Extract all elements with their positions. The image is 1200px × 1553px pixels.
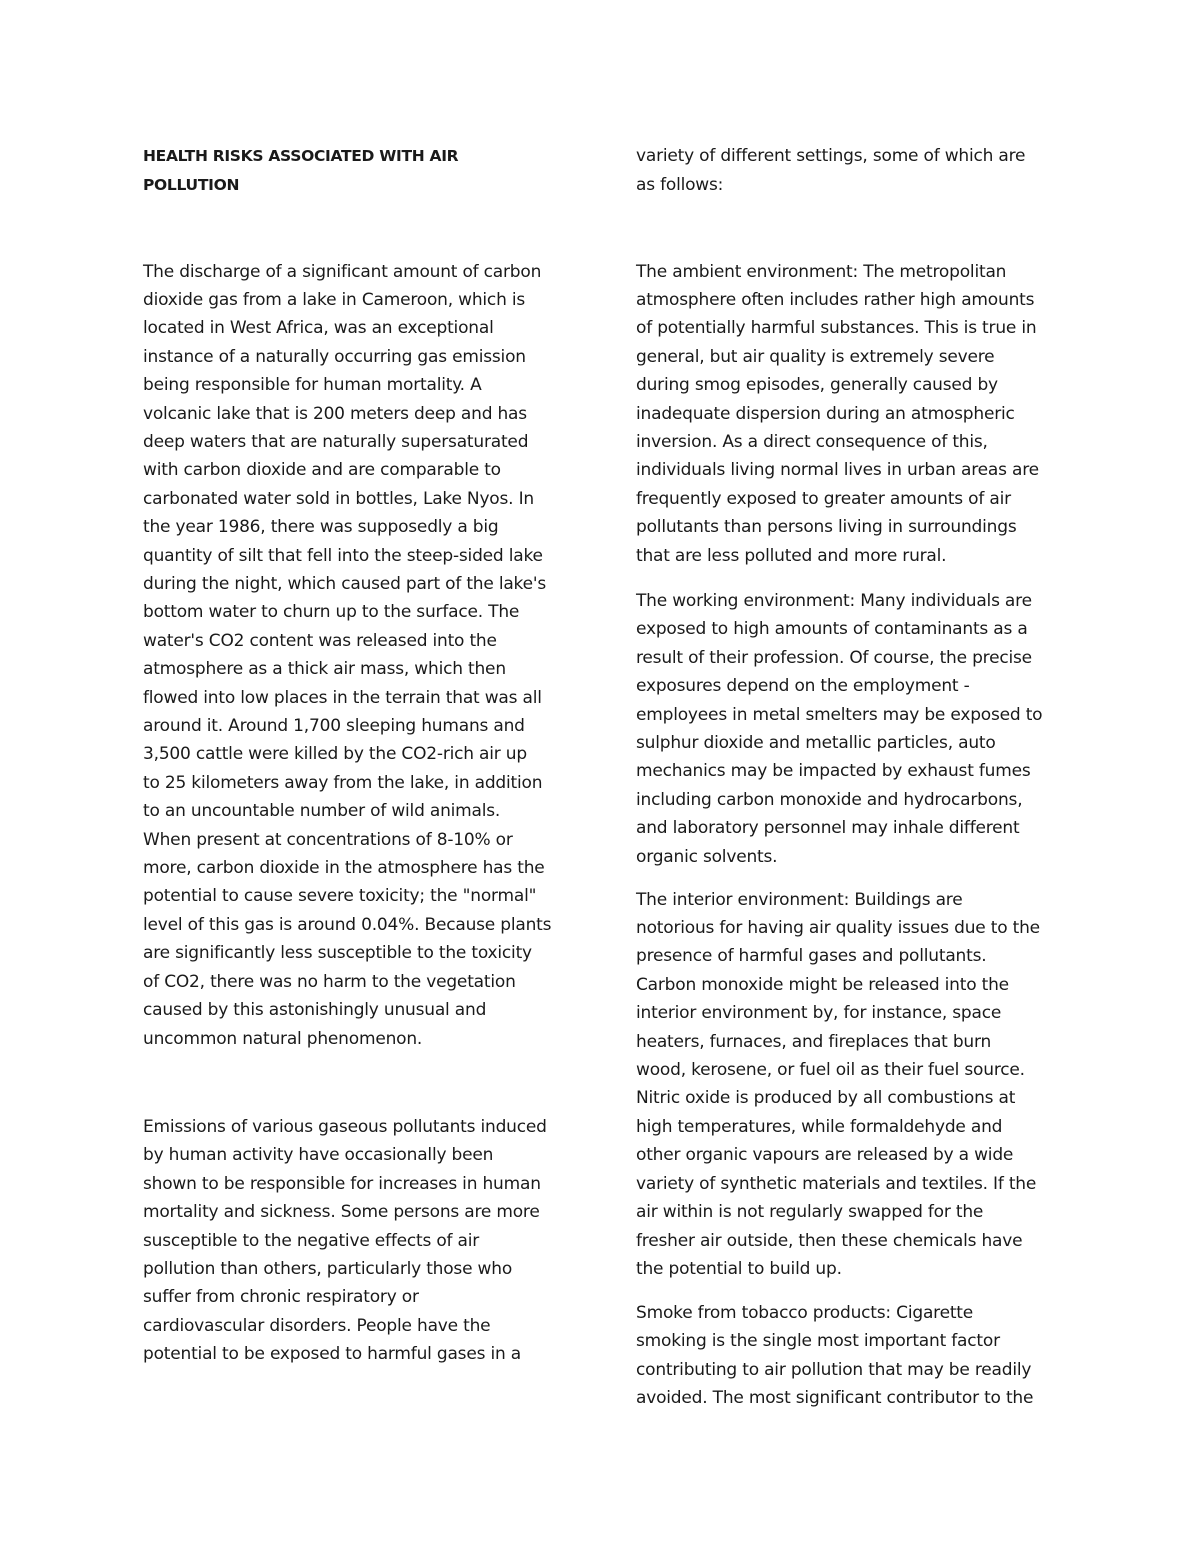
text-line: cardiovascular disorders. People have the bbox=[143, 1316, 491, 1336]
text-line: located in West Africa, was an exceptional bbox=[143, 318, 494, 338]
title-line: POLLUTION bbox=[143, 176, 240, 194]
text-line: carbonated water sold in bottles, Lake Nyos. In bbox=[143, 489, 534, 509]
text-line: mortality and sickness. Some persons are more bbox=[143, 1202, 540, 1222]
text-line: general, but air quality is extremely severe bbox=[636, 347, 995, 367]
text-line: The discharge of a significant amount of carbon bbox=[143, 262, 542, 282]
text-line: as follows: bbox=[636, 175, 724, 195]
text-line: potential to cause severe toxicity; the "normal" bbox=[143, 886, 537, 906]
text-line: result of their profession. Of course, the precise bbox=[636, 648, 1032, 668]
text-line: employees in metal smelters may be exposed to bbox=[636, 705, 1043, 725]
text-line: pollutants than persons living in surroundings bbox=[636, 517, 1017, 537]
text-line: during smog episodes, generally caused by bbox=[636, 375, 998, 395]
text-line: interior environment by, for instance, space bbox=[636, 1003, 1002, 1023]
text-line: with carbon dioxide and are comparable to bbox=[143, 460, 501, 480]
text-line: variety of synthetic materials and textiles. If the bbox=[636, 1174, 1037, 1194]
text-line: Smoke from tobacco products: Cigarette bbox=[636, 1303, 974, 1323]
text-line: bottom water to churn up to the surface. The bbox=[143, 602, 520, 622]
text-line: individuals living normal lives in urban areas are bbox=[636, 460, 1039, 480]
text-line: The ambient environment: The metropolitan bbox=[636, 262, 1007, 282]
text-line: inversion. As a direct consequence of this, bbox=[636, 432, 988, 452]
text-line: Carbon monoxide might be released into the bbox=[636, 975, 1009, 995]
text-line: flowed into low places in the terrain that was all bbox=[143, 688, 542, 708]
text-line: Emissions of various gaseous pollutants induced bbox=[143, 1117, 547, 1137]
text-line: that are less polluted and more rural. bbox=[636, 546, 947, 566]
text-line: contributing to air pollution that may be readily bbox=[636, 1360, 1032, 1380]
text-line: high temperatures, while formaldehyde and bbox=[636, 1117, 1003, 1137]
text-line: When present at concentrations of 8-10% or bbox=[143, 830, 513, 850]
text-line: inadequate dispersion during an atmospheric bbox=[636, 404, 1015, 424]
text-line: dioxide gas from a lake in Cameroon, which is bbox=[143, 290, 526, 310]
text-line: other organic vapours are released by a wide bbox=[636, 1145, 1014, 1165]
text-line: heaters, furnaces, and fireplaces that burn bbox=[636, 1032, 992, 1052]
text-line: sulphur dioxide and metallic particles, auto bbox=[636, 733, 996, 753]
text-line: and laboratory personnel may inhale different bbox=[636, 818, 1020, 838]
text-line: water's CO2 content was released into the bbox=[143, 631, 497, 651]
text-line: The interior environment: Buildings are bbox=[636, 890, 963, 910]
text-line: uncommon natural phenomenon. bbox=[143, 1029, 423, 1049]
text-line: being responsible for human mortality. A bbox=[143, 375, 482, 395]
text-line: exposures depend on the employment - bbox=[636, 676, 970, 696]
text-line: pollution than others, particularly those who bbox=[143, 1259, 513, 1279]
text-line: The working environment: Many individuals are bbox=[636, 591, 1032, 611]
text-line: wood, kerosene, or fuel oil as their fuel source. bbox=[636, 1060, 1025, 1080]
text-line: avoided. The most significant contributor to the bbox=[636, 1388, 1034, 1408]
text-line: more, carbon dioxide in the atmosphere has the bbox=[143, 858, 545, 878]
text-line: exposed to high amounts of contaminants as a bbox=[636, 619, 1028, 639]
text-line: quantity of silt that fell into the steep-sided lake bbox=[143, 546, 543, 566]
text-line: atmosphere often includes rather high amounts bbox=[636, 290, 1035, 310]
text-line: including carbon monoxide and hydrocarbons, bbox=[636, 790, 1023, 810]
text-line: are significantly less susceptible to the toxicity bbox=[143, 943, 532, 963]
text-line: by human activity have occasionally been bbox=[143, 1145, 494, 1165]
text-line: to 25 kilometers away from the lake, in addition bbox=[143, 773, 543, 793]
text-line: during the night, which caused part of the lake's bbox=[143, 574, 546, 594]
text-line: organic solvents. bbox=[636, 847, 778, 867]
text-line: fresher air outside, then these chemicals have bbox=[636, 1231, 1023, 1251]
text-line: mechanics may be impacted by exhaust fumes bbox=[636, 761, 1031, 781]
text-line: suffer from chronic respiratory or bbox=[143, 1287, 419, 1307]
text-line: atmosphere as a thick air mass, which then bbox=[143, 659, 506, 679]
text-line: air within is not regularly swapped for the bbox=[636, 1202, 984, 1222]
title-line: HEALTH RISKS ASSOCIATED WITH AIR bbox=[143, 147, 459, 165]
text-line: variety of different settings, some of which are bbox=[636, 146, 1026, 166]
text-line: smoking is the single most important factor bbox=[636, 1331, 1000, 1351]
text-line: to an uncountable number of wild animals. bbox=[143, 801, 501, 821]
text-line: shown to be responsible for increases in human bbox=[143, 1174, 541, 1194]
text-line: notorious for having air quality issues due to the bbox=[636, 918, 1040, 938]
text-line: caused by this astonishingly unusual and bbox=[143, 1000, 487, 1020]
text-line: frequently exposed to greater amounts of air bbox=[636, 489, 1011, 509]
text-line: level of this gas is around 0.04%. Because plants bbox=[143, 915, 552, 935]
text-line: volcanic lake that is 200 meters deep and has bbox=[143, 404, 527, 424]
text-line: the potential to build up. bbox=[636, 1259, 842, 1279]
text-line: instance of a naturally occurring gas emission bbox=[143, 347, 526, 367]
text-line: around it. Around 1,700 sleeping humans and bbox=[143, 716, 525, 736]
text-line: of CO2, there was no harm to the vegetation bbox=[143, 972, 516, 992]
text-line: Nitric oxide is produced by all combustions at bbox=[636, 1088, 1016, 1108]
text-line: presence of harmful gases and pollutants. bbox=[636, 946, 987, 966]
text-line: susceptible to the negative effects of air bbox=[143, 1231, 480, 1251]
text-line: 3,500 cattle were killed by the CO2-rich air up bbox=[143, 744, 527, 764]
text-line: the year 1986, there was supposedly a big bbox=[143, 517, 499, 537]
text-line: deep waters that are naturally supersaturated bbox=[143, 432, 529, 452]
text-line: of potentially harmful substances. This is true in bbox=[636, 318, 1037, 338]
text-line: potential to be exposed to harmful gases in a bbox=[143, 1344, 521, 1364]
